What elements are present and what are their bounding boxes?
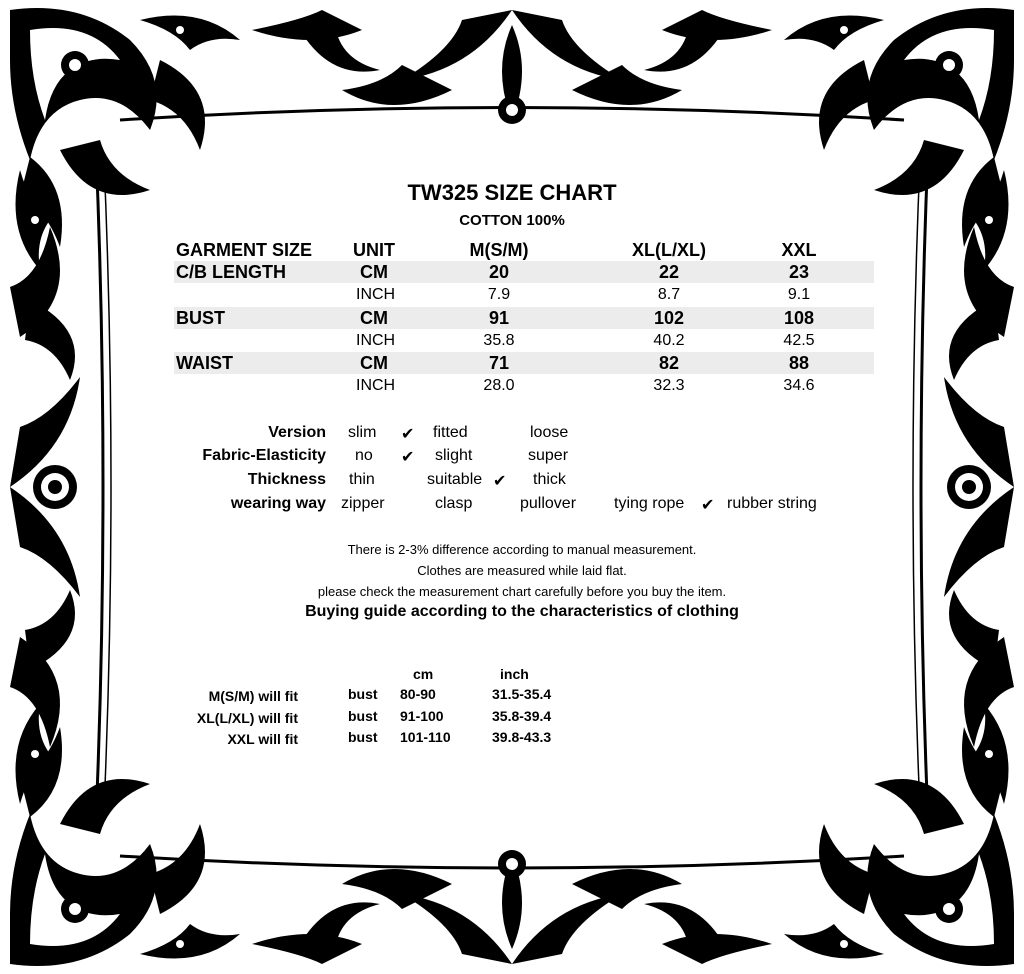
fit-part: bust [348,729,378,745]
value-xl: 82 [658,353,680,373]
note-check-chart: please check the measurement chart carefully before you buy the item. [317,584,727,599]
table-row [174,284,874,306]
table-row [174,352,874,374]
header-unit: UNIT [353,240,395,260]
option-suitable: suitable [427,471,483,488]
table-row [174,330,874,352]
row-unit: INCH [356,332,396,349]
row-unit: CM [360,308,388,328]
value-xl: 32.3 [653,377,685,394]
row-label: C/B LENGTH [176,262,286,282]
option-fitted: fitted [433,424,468,441]
header-garment-size: GARMENT SIZE [176,240,313,260]
fit-cm: 80-90 [400,686,436,702]
buying-guide-title: Buying guide according to the characteristics of clothing [305,603,739,620]
table-row [174,261,874,283]
row-label: BUST [176,308,225,328]
option-rubber-string: rubber string [727,495,817,512]
value-xl: 102 [653,308,685,328]
row-unit: CM [360,262,388,282]
option-super: super [528,447,569,464]
check-mark-icon: ✔ [701,497,715,514]
value-m: 28.0 [483,377,515,394]
size-table-header [174,239,874,261]
fit-inch: 39.8-43.3 [492,729,552,745]
option-pullover: pullover [520,495,577,512]
value-xl: 8.7 [657,286,681,303]
note-laid-flat: Clothes are measured while laid flat. [417,563,627,578]
check-mark-icon: ✔ [493,473,507,490]
value-xxl: 108 [783,308,815,328]
check-mark-icon: ✔ [401,449,415,466]
value-xxl: 88 [788,353,810,373]
value-xxl: 34.6 [783,377,815,394]
fit-inch: 35.8-39.4 [492,708,552,724]
option-thin: thin [349,471,375,488]
attr-label-version: Version [268,424,326,441]
value-m: 7.9 [487,286,511,303]
chart-title: TW325 SIZE CHART [407,180,617,205]
option-loose: loose [530,424,569,441]
row-unit: INCH [356,377,396,394]
header-size-xl: XL(L/XL) [632,240,706,260]
header-size-m: M(S/M) [469,240,529,260]
fit-part: bust [348,686,378,702]
fit-label: M(S/M) will fit [208,688,298,704]
check-mark-icon: ✔ [401,426,415,443]
option-slim: slim [348,424,377,441]
option-zipper: zipper [341,495,385,512]
value-xxl: 23 [788,262,810,282]
value-xxl: 42.5 [783,332,815,349]
row-label: WAIST [176,353,233,373]
fit-col-cm: cm [413,666,434,682]
note-measurement-difference: There is 2-3% difference according to manual measurement. [347,542,697,557]
value-xl: 22 [658,262,680,282]
option-tying-rope: tying rope [614,495,685,512]
attr-label-thickness: Thickness [247,471,326,488]
value-xl: 40.2 [653,332,685,349]
attr-label-fabric-elasticity: Fabric-Elasticity [202,447,326,464]
fit-label: XXL will fit [227,731,298,747]
value-xxl: 9.1 [787,286,811,303]
table-row [174,307,874,329]
fit-label: XL(L/XL) will fit [196,710,298,726]
fabric-composition: COTTON 100% [459,212,565,229]
value-m: 91 [488,308,510,328]
fit-col-inch: inch [500,666,529,682]
fit-part: bust [348,708,378,724]
fit-inch: 31.5-35.4 [492,686,552,702]
value-m: 20 [488,262,510,282]
fit-cm: 91-100 [400,708,444,724]
value-m: 71 [488,353,510,373]
option-no: no [355,447,373,464]
row-unit: INCH [356,286,396,303]
attr-label-wearing-way: wearing way [230,495,326,512]
option-thick: thick [533,471,566,488]
table-row [174,375,874,397]
option-clasp: clasp [435,495,473,512]
row-unit: CM [360,353,388,373]
header-size-xxl: XXL [781,240,817,260]
fit-cm: 101-110 [400,729,451,745]
value-m: 35.8 [483,332,515,349]
option-slight: slight [435,447,473,464]
